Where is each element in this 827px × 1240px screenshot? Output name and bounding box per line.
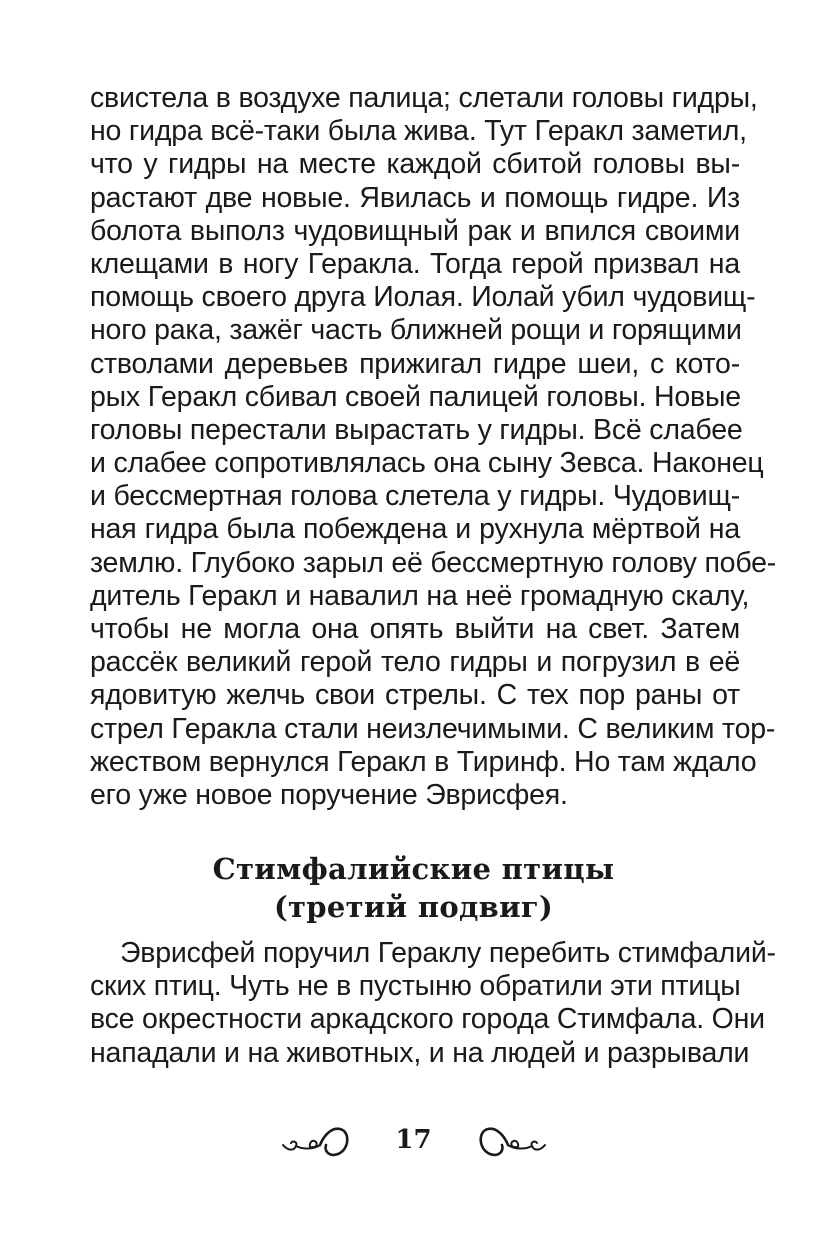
text-line: ских птиц. Чуть не в пустыню обратили эти птицы [90,970,741,1003]
text-line: помощь своего друга Иолая. Иолай убил чудовищ- [90,281,756,314]
text-line: Эврисфей поручил Гераклу перебить стимфалий- [120,937,776,969]
text-line: стрел Геракла стали неизлечимыми. С великим тор- [90,712,776,745]
text-line: жеством вернулся Геракл в Тиринф. Но там ждало [90,745,757,778]
text-line: рых Геракл сбивал своей палицей головы. Новые [90,380,741,413]
text-line: его уже новое поручение Эврисфея. [90,778,568,811]
text-line: ядовитую желчь свои стрелы. С тех пор раны от [90,679,740,712]
page-number: 17 [395,1125,432,1155]
text-line: нападали и на животных, и на людей и разрывали [90,1036,750,1069]
text-line: все окрестности аркадского города Стимфала. Они [90,1003,765,1036]
body-text [90,82,777,812]
text-line: растают две новые. Явилась и помощь гидре. Из [90,181,740,214]
text-line: ного рака, зажёг часть ближней рощи и горящими [90,314,742,347]
swirl-ornament-icon [478,1121,548,1161]
text-line: головы перестали вырастать у гидры. Всё слабее [90,413,743,446]
text-line: и бессмертная голова слетела у гидры. Чудовищ- [90,480,740,513]
section-text [90,937,776,1070]
text-line: клещами в ногу Геракла. Тогда герой призвал на [90,247,740,280]
text-line: болота выполз чудовищный рак и впился своими [90,214,740,247]
page-footer [0,1115,827,1165]
text-line: и слабее сопротивлялась она сыну Зевса. Наконец [90,447,764,480]
text-line: свистела в воздухе палица; слетали головы гидры, [90,82,758,114]
text-line: что у гидры на месте каждой сбитой головы вы- [90,148,740,181]
text-line: дитель Геракл и навалил на неё громадную скалу, [90,579,750,612]
text-line: стволами деревьев прижигал гидре шеи, с кото- [90,347,740,380]
text-line: рассёк великий герой тело гидры и погрузил в её [90,646,740,679]
text-line: но гидра всё-таки была жива. Тут Геракл заметил, [90,115,747,148]
text-line: землю. Глубоко зарыл её бессмертную голову побе- [90,546,777,579]
text-line: чтобы не могла она опять выйти на свет. Затем [90,613,740,645]
section-heading-title: Стимфалийские птицы [212,852,615,886]
text-line: ная гидра была побеждена и рухнула мёртвой на [90,513,740,546]
section-heading-subtitle: (третий подвиг) [273,890,554,924]
